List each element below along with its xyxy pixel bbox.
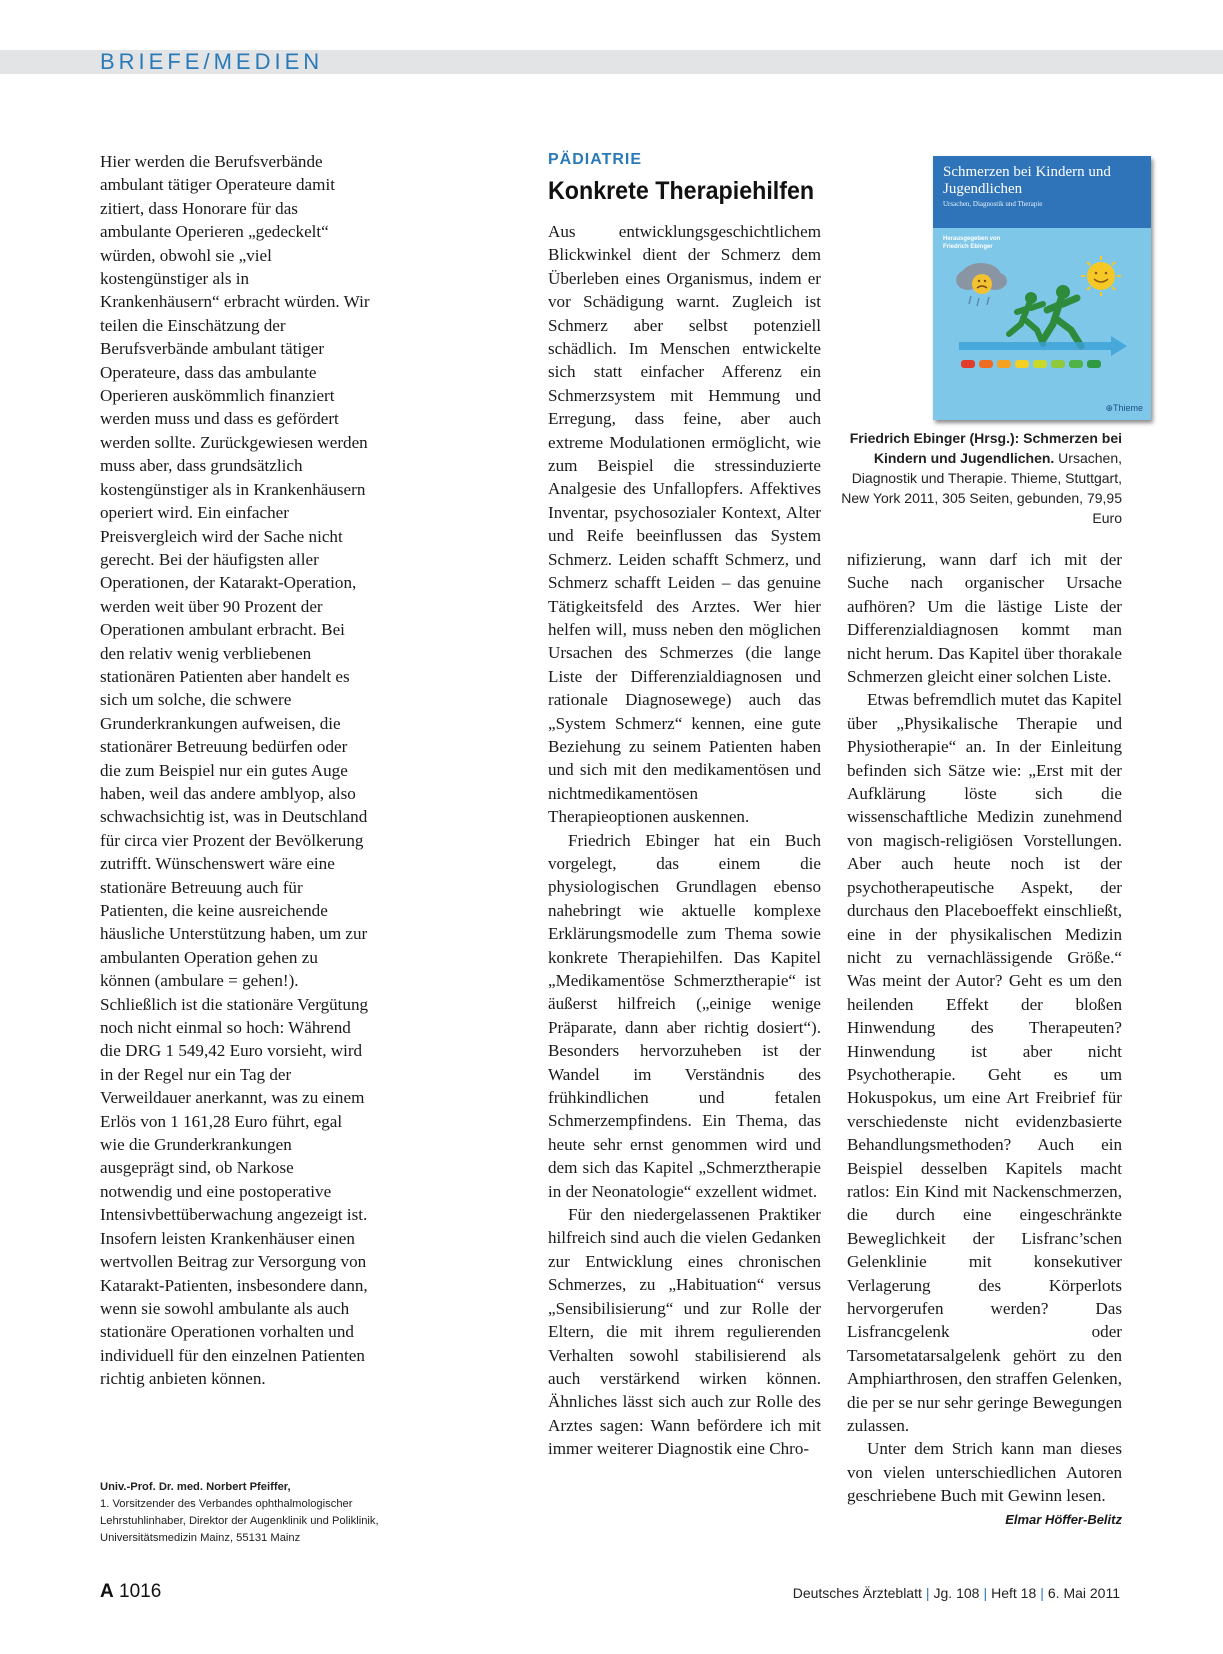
review-column-3 <box>847 548 1122 1531</box>
journal-issue: Heft 18 <box>991 1585 1037 1601</box>
book-publisher <box>1105 403 1143 414</box>
review-paragraph: Etwas befremdlich mutet das Kapitel über „Physikalische Therapie und Physiotherapie“ an. In der Einleitung befinden sich Sätze wie: „Erst mit der Aufklärung löste sich die wissenschaftliche Medizin zunehmend von magisch-religiösen Vorstellungen. Aber auch heute noch ist der psychotherapeutische Aspekt, der durchaus den Placeboeffekt einschließt, eine in der physikalischen Medizin nicht zu vernachlässigende Größe.“ Was meint der Autor? Geht es um den heilenden Effekt der bloßen Hinwendung des Therapeuten? Hinwendung ist aber nicht Psychotherapie. Geht es um Hokuspokus, um eine Art Freibrief für verschiedenste nicht evidenzbasierte Behandlungsmethoden? Auch ein Beispiel desselben Kapitels macht ratlos: Ein Kind mit Nackenschmerzen, die durch eine eingeschränkte Beweglichkeit der Lisfranc’schen Gelenklinie mit konsekutiver Verlagerung des Körperlots hervorgerufen werden? Das Lisfrancgelenk oder Tarsometatarsalgelenk gehört zu den Amphiarthrosen, den straffen Gelenken, die per se nur sehr geringe Bewegungen zulassen. <box>847 690 1122 1436</box>
review-kicker: PÄDIATRIE <box>548 151 643 168</box>
page-prefix: A <box>100 1581 114 1602</box>
letter-author <box>100 1479 390 1547</box>
book-cover <box>933 156 1151 420</box>
letter-body: Hier werden die Berufsverbände ambulant tätiger Operateure damit zitiert, dass Honorare für das ambulante Operieren „gedeckelt“ würden, obwohl sie „viel kostengünstiger als in Krankenhäusern“ erbracht würden. Wir teilen die Einschätzung der Berufsverbände ambulant tätiger Operateure, dass das ambulante Operieren auskömmlich finanziert werden muss und dass es gefördert werden sollte. Zurückgewiesen werden muss aber, dass grundsätzlich kostengünstiger als in Krankenhäusern operiert wird. Ein einfacher Preisvergleich wird der Sache nicht gerecht. Bei der häufigsten aller Operationen, der Katarakt-Operation, werden weit über 90 Prozent der Operationen ambulant erbracht. Bei den relativ wenig verbliebenen stationären Patienten aber handelt es sich um solche, die schwere Grunderkrankungen aufweisen, die stationärer Betreuung bedürfen oder die zum Beispiel nur ein gutes Auge haben, weil das andere amblyop, also schwachsichtig ist, was in Deutschland für circa vier Prozent der Bevölkerung zutrifft. Wünschenswert wäre eine stationäre Betreuung auch für Patienten, die keine ausreichende häusliche Unterstützung haben, um zur ambulanten Operation gehen zu können (ambulare = gehen!). Schließlich ist die stationäre Vergütung noch nicht einmal so hoch: Während die DRG 1 549,42 Euro vorsieht, wird in der Regel nur ein Tag der Verweildauer anerkannt, was zu einem Erlös von 1 161,28 Euro führt, egal wie die Grunderkrankungen ausgeprägt sind, ob Narkose notwendig und eine postoperative Intensivbettüberwachung angezeigt ist. Insofern leisten Krankenhäuser einen wertvollen Beitrag zur Versorgung von Katarakt-Patienten, insbesondere dann, wenn sie sowohl ambulante als auch stationäre Operationen vorhalten und individuell für den einzelnen Patienten richtig anbieten können. <box>100 152 370 1389</box>
journal-name: Deutsches Ärzteblatt <box>792 1585 922 1601</box>
author-info: 1. Vorsitzender des Verbandes ophthalmologischer Lehrstuhlinhaber, Direktor der Augenklinik und Poliklinik, Universitätsmedizin Mainz, 55131 Mainz <box>100 1498 379 1544</box>
sad-cloud-icon <box>956 263 1007 306</box>
book-editor-name: Friedrich Ebinger <box>943 244 993 250</box>
author-name: Univ.-Prof. Dr. med. Norbert Pfeiffer, <box>100 1481 291 1493</box>
review-paragraph: nifizierung, wann darf ich mit der Suche nach organischer Ursache aufhören? Um die lästige Liste der Differenzialdiagnosen kommt man nicht herum. Das Kapitel über thorakale Schmerzen gleicht einer solchen Liste. <box>847 550 1122 687</box>
color-scale-bars <box>961 360 1101 368</box>
book-cover-illustration <box>951 254 1133 374</box>
journal-volume: Jg. 108 <box>933 1585 980 1601</box>
review-headline: Konkrete Therapiehilfen <box>548 177 815 205</box>
book-caption <box>840 428 1122 528</box>
running-figures-icon <box>1009 285 1081 346</box>
review-signature: Elmar Höffer-Belitz <box>1005 1511 1122 1527</box>
journal-info <box>793 1583 1120 1603</box>
letter-column <box>100 150 370 1391</box>
book-subtitle: Ursachen, Diagnostik und Therapie <box>943 200 1043 208</box>
page-number <box>100 1580 161 1604</box>
review-paragraph: Für den niedergelassenen Praktiker hilfreich sind auch die vielen Gedanken zur Entwicklung eines chronischen Schmerzes, zu „Habituation“ versus „Sensibilisierung“ und zur Rolle der Eltern, die mit ihrem regulierenden Verhalten sowohl stabilisierend als auch verstärkend wirken können. Ähnliches lässt sich auch zur Rolle des Arztes sagen: Wann befördere ich mit immer weiterer Diagnostik eine Chro- <box>548 1205 821 1459</box>
review-paragraph <box>847 1437 1122 1527</box>
caption-title: Friedrich Ebinger (Hrsg.): Schmerzen bei Kindern und Jugendlichen. <box>849 430 1122 466</box>
book-editor-line: Herausgegeben von <box>943 236 1001 242</box>
caption-details: Ursachen, Diagnostik und Therapie. Thieme, Stuttgart, New York 2011, 305 Seiten, gebunden, 79,95 Euro <box>841 450 1122 526</box>
publisher-name: Thieme <box>1112 403 1143 413</box>
separator: | <box>1040 1585 1044 1601</box>
section-label: BRIEFE/MEDIEN <box>100 49 324 74</box>
publisher-logo-icon: ⊕ <box>1105 403 1113 413</box>
book-editor <box>943 235 1148 251</box>
review-column-2 <box>548 220 821 1461</box>
happy-sun-icon <box>1081 256 1121 296</box>
page-number-value: 1016 <box>119 1581 162 1602</box>
separator: | <box>925 1585 930 1601</box>
journal-date: 6. Mai 2011 <box>1047 1585 1120 1601</box>
review-paragraph: Friedrich Ebinger hat ein Buch vorgelegt, das einem die physiologischen Grundlagen ebenso nahebringt wie aktuelle komplexe Erklärungsmodelle zum Thema sowie konkrete Therapiehilfen. Das Kapitel „Medikamentöse Schmerztherapie“ ist äußerst hilfreich („einige wenige Präparate, dann aber richtig dosiert“). Besonders hervorzuheben ist der Wandel im Verständnis des frühkindlichen und fetalen Schmerzempfindens. Ein Thema, das heute sehr ernst genommen wird und dem sich das Kapitel „Schmerztherapie in der Neonatologie“ exzellent widmet. <box>548 830 821 1201</box>
separator: | <box>983 1585 988 1601</box>
book-title: Schmerzen bei Kindern und Jugendlichen <box>943 164 1111 197</box>
review-paragraph-text: Unter dem Strich kann man dieses von vielen unterschiedlichen Autoren geschriebene Buch mit Gewinn lesen. <box>847 1439 1122 1506</box>
review-paragraph: Aus entwicklungsgeschichtlichem Blickwinkel dient der Schmerz dem Überleben eines Organismus, indem er vor Schädigung warnt. Zugleich ist Schmerz aber selbst potenziell schädlich. Im Menschen entwickelte sich statt einfacher Afferenz ein Schmerzsystem mit Hemmung und Erregung, dass feine, aber auch extreme Modulationen ermöglicht, wie zum Beispiel die stressinduzierte Analgesie des Unfallopfers. Affektives Inventar, psychosozialer Kontext, Alter und Reife beeinflussen das System Schmerz. Leiden schafft Schmerz, und Schmerz schafft Leiden – das genuine Tätigkeitsfeld des Arztes. Wer hier helfen will, muss neben den möglichen Ursachen des Schmerzes (die lange Liste der Differenzialdiagnosen und rationale Diagnosewege) auch das „System Schmerz“ kennen, eine gute Beziehung zu seinem Patienten haben und sich mit den medikamentösen und nichtmedikamentösen Therapieoptionen auskennen. <box>548 222 821 827</box>
